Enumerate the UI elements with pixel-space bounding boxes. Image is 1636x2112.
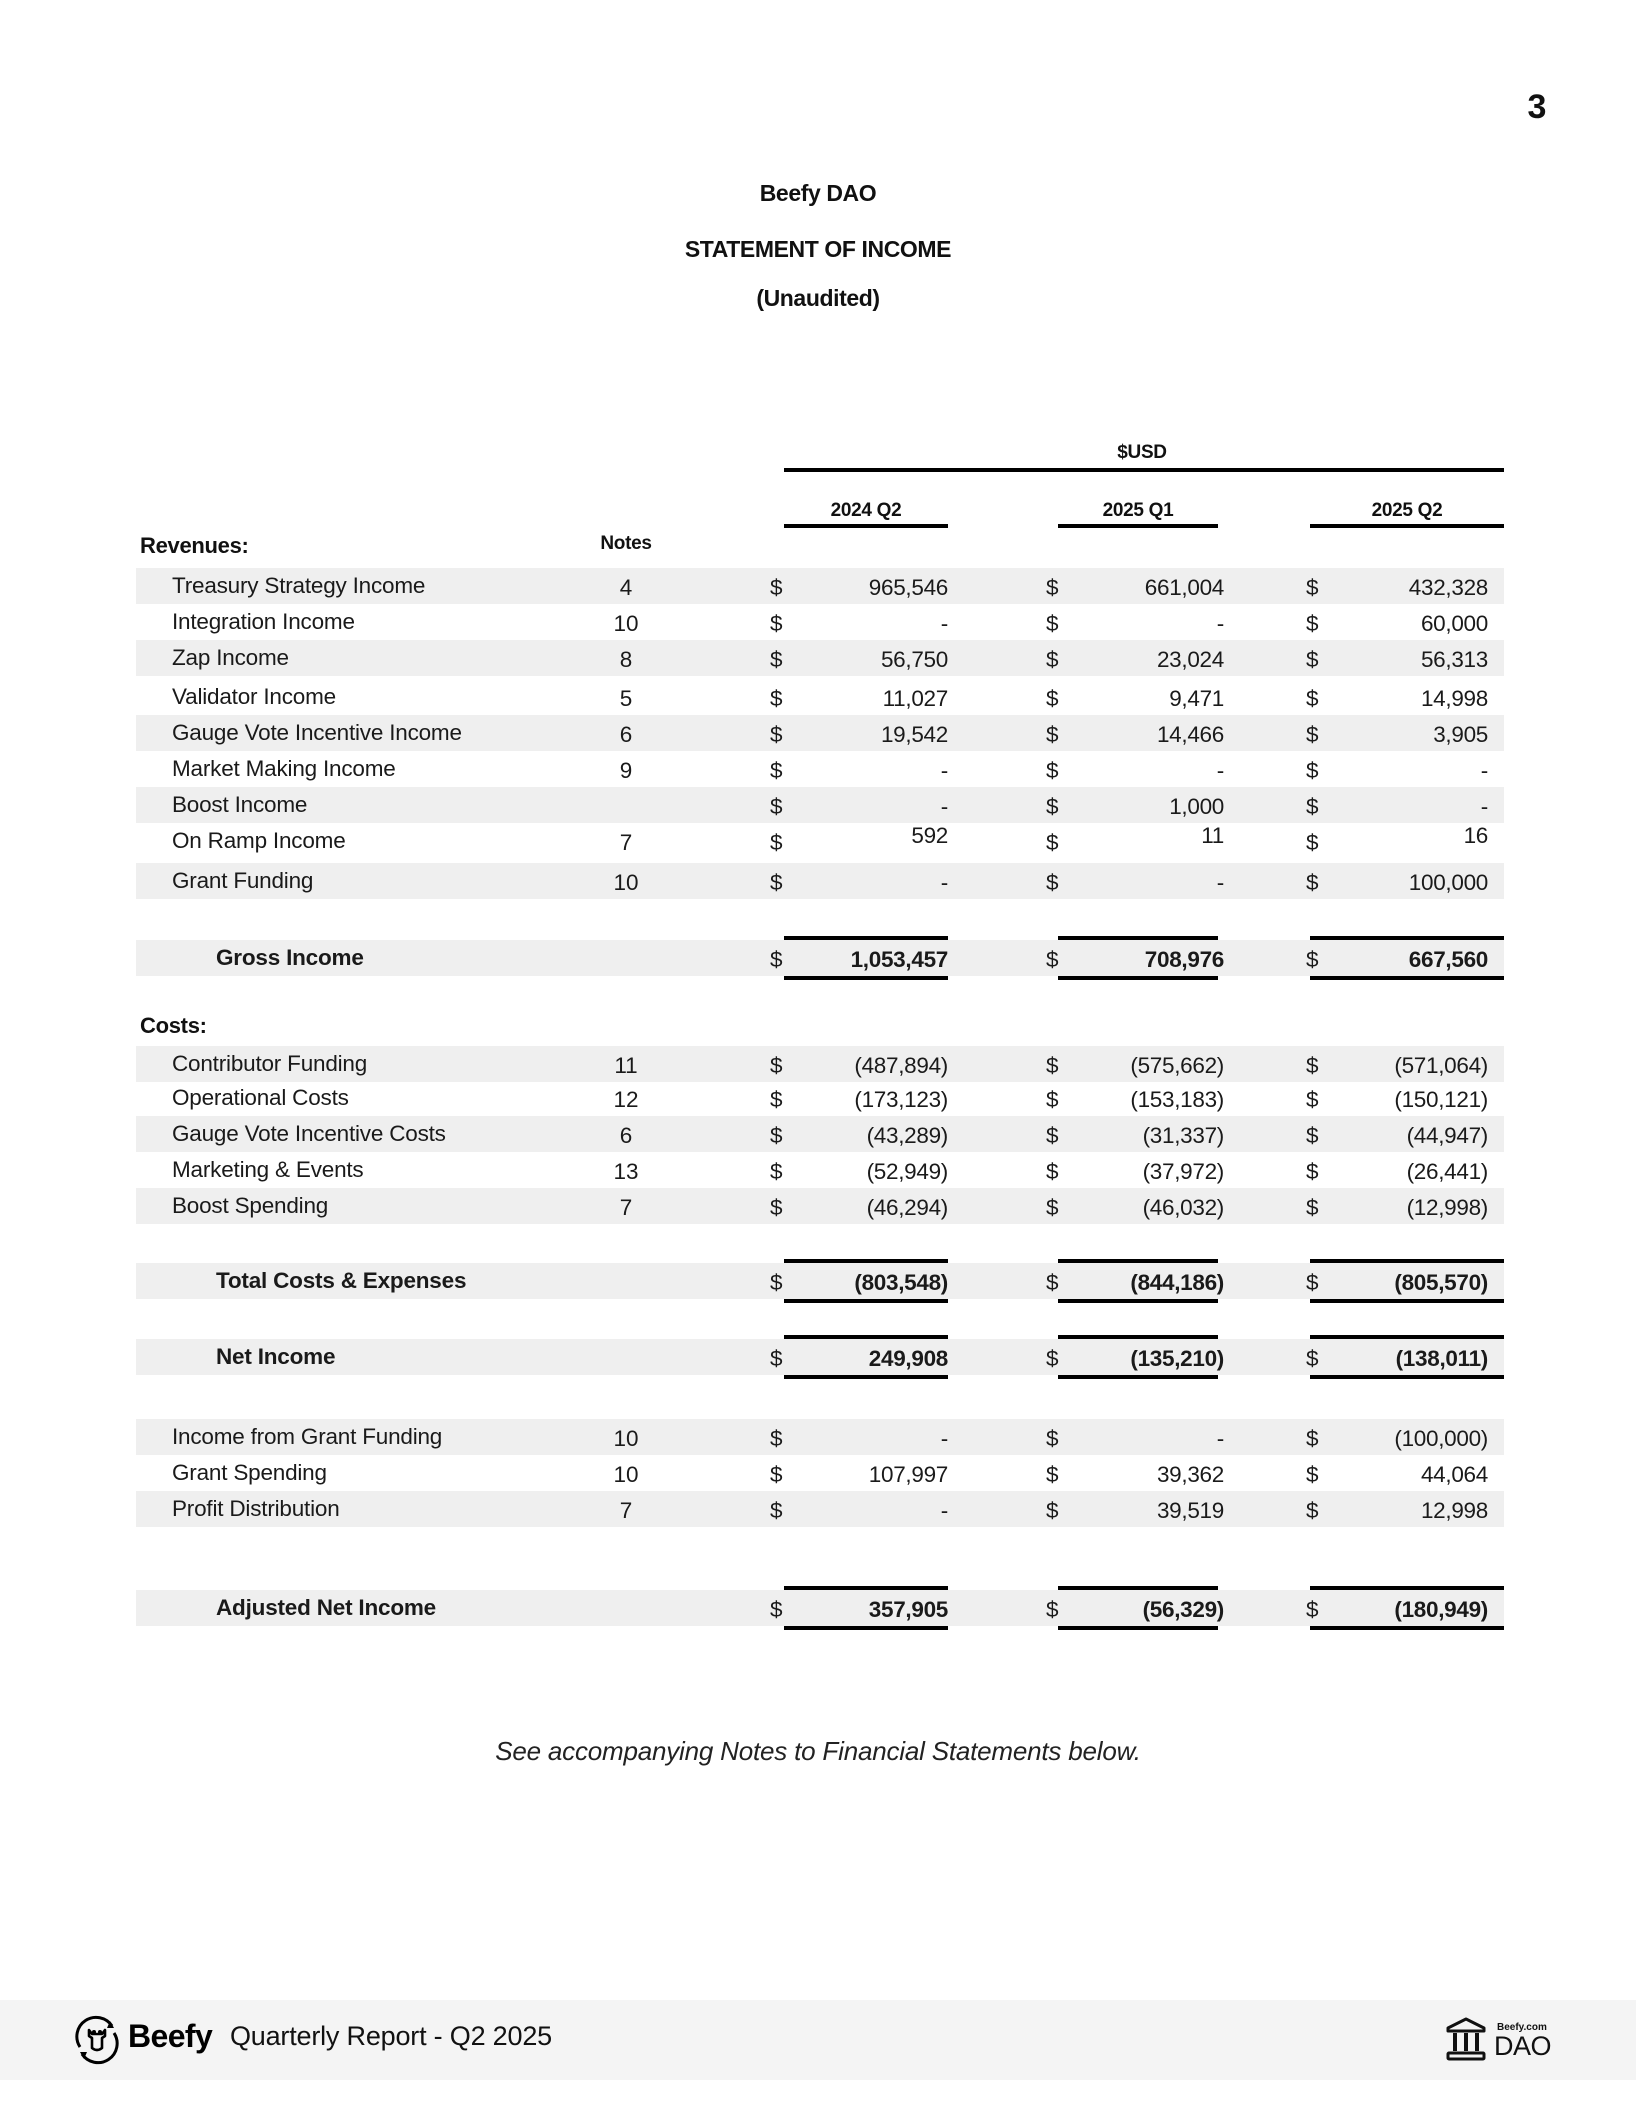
cell-value-2025-q2: - <box>1480 794 1488 819</box>
row-note-ref: 7 <box>619 1498 633 1523</box>
currency-symbol: $ <box>1046 611 1059 636</box>
currency-symbol: $ <box>1046 1053 1059 1078</box>
currency-symbol: $ <box>770 647 783 672</box>
total-bottom-rule <box>1310 1299 1504 1303</box>
currency-symbol: $ <box>770 1498 783 1523</box>
table-row-integration-income <box>136 604 1504 640</box>
cell-value-2025-q2: 3,905 <box>1433 722 1488 747</box>
cell-value-2025-q2: 56,313 <box>1420 647 1488 672</box>
currency-symbol: $ <box>1046 1346 1059 1371</box>
currency-symbol: $ <box>1046 1426 1059 1451</box>
row-note-ref: 10 <box>613 870 639 895</box>
currency-symbol: $ <box>770 947 783 972</box>
currency-symbol: $ <box>1306 611 1319 636</box>
cell-value-2024-q2: - <box>940 870 948 895</box>
row-label: Gauge Vote Incentive Income <box>172 720 462 745</box>
footer-dao-domain: Beefy.com <box>1497 2022 1547 2033</box>
currency-symbol: $ <box>1306 947 1319 972</box>
table-row-gauge-vote-incentive-income <box>136 715 1504 751</box>
currency-symbol: $ <box>1306 1123 1319 1148</box>
row-label: On Ramp Income <box>172 828 346 853</box>
row-label: Validator Income <box>172 684 336 709</box>
table-row-grant-funding <box>136 863 1504 899</box>
cell-value-2025-q2: 432,328 <box>1408 575 1488 600</box>
row-label: Integration Income <box>172 609 355 634</box>
currency-symbol: $ <box>1306 1597 1319 1622</box>
cell-value-2025-q1: 9,471 <box>1169 686 1224 711</box>
cell-value-2024-q2: 965,546 <box>868 575 948 600</box>
row-label: Grant Funding <box>172 868 314 893</box>
currency-symbol: $ <box>1306 1346 1319 1371</box>
total-top-rule <box>1058 936 1218 940</box>
cell-value-2025-q2: (100,000) <box>1394 1426 1488 1451</box>
cell-value-2024-q2: 11,027 <box>882 686 948 711</box>
currency-symbol: $ <box>1306 1426 1319 1451</box>
currency-symbol: $ <box>770 1123 783 1148</box>
total-top-rule <box>784 1335 948 1339</box>
page-footer <box>0 2000 1636 2080</box>
currency-symbol: $ <box>1046 722 1059 747</box>
cell-value-2025-q2: (150,121) <box>1394 1087 1488 1112</box>
currency-symbol: $ <box>1046 758 1059 783</box>
total-bottom-rule <box>1058 1626 1218 1630</box>
table-row-income-from-grant-funding <box>136 1419 1504 1455</box>
currency-symbol: $ <box>1046 947 1059 972</box>
row-label: Adjusted Net Income <box>216 1595 436 1620</box>
currency-symbol: $ <box>1306 1195 1319 1220</box>
costs-section-label: Costs: <box>140 1013 207 1038</box>
footnote: See accompanying Notes to Financial Statements below. <box>495 1736 1141 1766</box>
row-note-ref: 10 <box>613 1426 639 1451</box>
cell-value-2025-q2: (138,011) <box>1395 1346 1488 1371</box>
row-note-ref: 7 <box>619 1195 633 1220</box>
table-row-on-ramp-income <box>136 823 1504 859</box>
footer-dao-label: DAO <box>1494 2031 1552 2061</box>
cell-value-2024-q2: 1,053,457 <box>850 947 948 972</box>
cell-value-2024-q2: 592 <box>911 823 948 848</box>
currency-symbol: $ <box>770 1597 783 1622</box>
total-bottom-rule <box>1310 1626 1504 1630</box>
table-row-operational-costs <box>136 1080 1504 1116</box>
column-header-2025-q2: 2025 Q2 <box>1371 500 1443 521</box>
page-number: 3 <box>1527 88 1547 126</box>
cell-value-2025-q2: (44,947) <box>1406 1123 1488 1148</box>
currency-symbol: $ <box>1306 758 1319 783</box>
row-label: Boost Income <box>172 792 308 817</box>
cell-value-2025-q1: 39,362 <box>1156 1462 1224 1487</box>
currency-symbol: $ <box>770 1270 783 1295</box>
total-bottom-rule <box>1058 976 1218 980</box>
statement-title: STATEMENT OF INCOME <box>684 236 952 262</box>
currency-header-rule <box>784 468 1504 472</box>
total-top-rule <box>1058 1335 1218 1339</box>
currency-symbol: $ <box>770 1426 783 1451</box>
cell-value-2025-q2: 44,064 <box>1420 1462 1488 1487</box>
total-top-rule <box>1058 1259 1218 1263</box>
currency-symbol: $ <box>1046 575 1059 600</box>
currency-symbol: $ <box>1306 575 1319 600</box>
cell-value-2025-q2: - <box>1480 758 1488 783</box>
row-label: Marketing & Events <box>172 1157 364 1182</box>
cell-value-2024-q2: - <box>940 1498 948 1523</box>
cell-value-2025-q2: 100,000 <box>1408 870 1488 895</box>
cell-value-2025-q1: 661,004 <box>1144 575 1224 600</box>
total-top-rule <box>784 1259 948 1263</box>
total-row-total-costs-expenses <box>136 1263 1504 1299</box>
cell-value-2024-q2: (43,289) <box>866 1123 948 1148</box>
total-row-gross-income <box>136 940 1504 976</box>
currency-symbol: $ <box>1306 1053 1319 1078</box>
currency-symbol: $ <box>770 1159 783 1184</box>
cell-value-2024-q2: 56,750 <box>880 647 948 672</box>
bank-building-icon <box>1444 2016 1488 2062</box>
currency-symbol: $ <box>1046 1123 1059 1148</box>
cell-value-2025-q1: (46,032) <box>1142 1195 1224 1220</box>
currency-symbol: $ <box>770 1087 783 1112</box>
cell-value-2025-q2: 12,998 <box>1420 1498 1488 1523</box>
total-bottom-rule <box>1058 1375 1218 1379</box>
total-top-rule <box>1310 1586 1504 1590</box>
cell-value-2024-q2: 249,908 <box>868 1346 948 1371</box>
currency-symbol: $ <box>1306 1270 1319 1295</box>
currency-symbol: $ <box>1046 1270 1059 1295</box>
cell-value-2025-q1: 23,024 <box>1156 647 1224 672</box>
total-bottom-rule <box>1310 1375 1504 1379</box>
column-header-rule <box>784 524 948 528</box>
table-row-treasury-strategy-income <box>136 568 1504 604</box>
table-row-marketing-events <box>136 1152 1504 1188</box>
row-note-ref: 9 <box>619 758 633 783</box>
currency-symbol: $ <box>1306 722 1319 747</box>
row-label: Zap Income <box>172 645 289 670</box>
currency-symbol: $ <box>770 794 783 819</box>
cell-value-2024-q2: (487,894) <box>854 1053 948 1078</box>
table-row-market-making-income <box>136 751 1504 787</box>
cell-value-2024-q2: 19,542 <box>880 722 948 747</box>
currency-symbol: $ <box>1306 647 1319 672</box>
total-top-rule <box>1058 1586 1218 1590</box>
currency-symbol: $ <box>770 1053 783 1078</box>
currency-symbol: $ <box>1046 1159 1059 1184</box>
currency-symbol: $ <box>1046 830 1059 855</box>
total-bottom-rule <box>784 1375 948 1379</box>
cell-value-2024-q2: 357,905 <box>868 1597 948 1622</box>
cell-value-2025-q1: 11 <box>1201 823 1224 848</box>
cell-value-2025-q2: 60,000 <box>1420 611 1488 636</box>
cell-value-2024-q2: 107,997 <box>868 1462 948 1487</box>
cell-value-2025-q1: 14,466 <box>1156 722 1224 747</box>
currency-symbol: $ <box>1046 686 1059 711</box>
row-label: Income from Grant Funding <box>172 1424 443 1449</box>
currency-symbol: $ <box>1046 1462 1059 1487</box>
total-top-rule <box>1310 1335 1504 1339</box>
table-row-boost-spending <box>136 1188 1504 1224</box>
currency-symbol: $ <box>770 575 783 600</box>
column-header-rule <box>1310 524 1504 528</box>
row-note-ref: 10 <box>613 611 639 636</box>
currency-symbol: $ <box>1306 1462 1319 1487</box>
row-note-ref: 6 <box>619 1123 633 1148</box>
cell-value-2025-q2: (12,998) <box>1406 1195 1488 1220</box>
cell-value-2024-q2: (173,123) <box>854 1087 948 1112</box>
row-label: Contributor Funding <box>172 1051 368 1076</box>
currency-symbol: $ <box>1306 1087 1319 1112</box>
total-bottom-rule <box>784 1626 948 1630</box>
cell-value-2025-q1: - <box>1216 611 1224 636</box>
revenues-section-label: Revenues: <box>140 533 249 558</box>
row-note-ref: 10 <box>613 1462 639 1487</box>
currency-symbol: $ <box>1306 686 1319 711</box>
row-note-ref: 6 <box>619 722 633 747</box>
org-name: Beefy DAO <box>759 180 877 206</box>
table-row-gauge-vote-incentive-costs <box>136 1116 1504 1152</box>
row-label: Grant Spending <box>172 1460 327 1485</box>
cell-value-2025-q1: - <box>1216 758 1224 783</box>
table-row-boost-income <box>136 787 1504 823</box>
cell-value-2024-q2: - <box>940 1426 948 1451</box>
currency-symbol: $ <box>1046 1498 1059 1523</box>
row-note-ref: 11 <box>614 1053 638 1078</box>
cell-value-2024-q2: - <box>940 611 948 636</box>
footer-brand: Beefy <box>128 2018 213 2054</box>
row-label: Boost Spending <box>172 1193 329 1218</box>
currency-symbol: $ <box>770 611 783 636</box>
row-note-ref: 4 <box>619 575 633 600</box>
row-label: Profit Distribution <box>172 1496 340 1521</box>
total-top-rule <box>784 936 948 940</box>
row-note-ref: 7 <box>619 830 633 855</box>
currency-symbol: $ <box>1046 1597 1059 1622</box>
currency-symbol: $ <box>1046 1195 1059 1220</box>
row-label: Treasury Strategy Income <box>172 573 426 598</box>
currency-symbol: $ <box>770 870 783 895</box>
currency-symbol: $ <box>770 686 783 711</box>
cell-value-2025-q1: - <box>1216 1426 1224 1451</box>
table-row-contributor-funding <box>136 1046 1504 1082</box>
row-note-ref: 12 <box>613 1087 639 1112</box>
currency-symbol: $ <box>770 1195 783 1220</box>
cell-value-2024-q2: (803,548) <box>854 1270 948 1295</box>
currency-symbol: $ <box>770 758 783 783</box>
currency-header: $USD <box>1117 442 1167 463</box>
table-row-zap-income <box>136 640 1504 676</box>
total-row-net-income <box>136 1339 1504 1375</box>
cell-value-2025-q2: (180,949) <box>1394 1597 1488 1622</box>
row-label: Gross Income <box>216 945 364 970</box>
row-note-ref: 5 <box>619 686 633 711</box>
row-label: Operational Costs <box>172 1085 349 1110</box>
cell-value-2025-q1: (31,337) <box>1142 1123 1224 1148</box>
total-bottom-rule <box>784 1299 948 1303</box>
cell-value-2025-q2: (571,064) <box>1394 1053 1488 1078</box>
row-label: Gauge Vote Incentive Costs <box>172 1121 446 1146</box>
currency-symbol: $ <box>770 722 783 747</box>
row-note-ref: 13 <box>613 1159 639 1184</box>
statement-subtitle: (Unaudited) <box>756 285 880 311</box>
row-note-ref: 8 <box>619 647 633 672</box>
row-label: Total Costs & Expenses <box>216 1268 467 1293</box>
total-top-rule <box>784 1586 948 1590</box>
cell-value-2024-q2: - <box>940 758 948 783</box>
cell-value-2025-q1: (56,329) <box>1142 1597 1224 1622</box>
beefy-cow-logo-icon <box>72 2015 122 2065</box>
notes-column-header: Notes <box>600 533 652 554</box>
currency-symbol: $ <box>770 1346 783 1371</box>
total-top-rule <box>1310 1259 1504 1263</box>
currency-symbol: $ <box>1306 1498 1319 1523</box>
row-label: Market Making Income <box>172 756 396 781</box>
total-bottom-rule <box>1310 976 1504 980</box>
currency-symbol: $ <box>770 1462 783 1487</box>
column-header-2025-q1: 2025 Q1 <box>1102 500 1174 521</box>
cell-value-2024-q2: - <box>940 794 948 819</box>
cell-value-2025-q1: 39,519 <box>1156 1498 1224 1523</box>
cell-value-2025-q1: 708,976 <box>1144 947 1224 972</box>
cell-value-2025-q2: 667,560 <box>1408 947 1488 972</box>
cell-value-2025-q1: (135,210) <box>1130 1346 1224 1371</box>
footer-report-title: Quarterly Report - Q2 2025 <box>230 2021 552 2051</box>
currency-symbol: $ <box>1306 794 1319 819</box>
cell-value-2025-q1: (575,662) <box>1130 1053 1224 1078</box>
cell-value-2025-q2: 14,998 <box>1420 686 1488 711</box>
total-bottom-rule <box>1058 1299 1218 1303</box>
cell-value-2025-q2: (26,441) <box>1406 1159 1488 1184</box>
cell-value-2024-q2: (52,949) <box>866 1159 948 1184</box>
row-label: Net Income <box>216 1344 336 1369</box>
cell-value-2025-q2: (805,570) <box>1394 1270 1488 1295</box>
cell-value-2025-q1: 1,000 <box>1169 794 1224 819</box>
column-header-rule <box>1058 524 1218 528</box>
table-row-profit-distribution <box>136 1491 1504 1527</box>
total-row-adjusted-net-income <box>136 1590 1504 1626</box>
currency-symbol: $ <box>1306 1159 1319 1184</box>
currency-symbol: $ <box>770 830 783 855</box>
total-top-rule <box>1310 936 1504 940</box>
cell-value-2025-q1: (153,183) <box>1130 1087 1224 1112</box>
cell-value-2025-q1: - <box>1216 870 1224 895</box>
table-row-validator-income <box>136 679 1504 715</box>
currency-symbol: $ <box>1046 794 1059 819</box>
cell-value-2025-q1: (37,972) <box>1142 1159 1224 1184</box>
cell-value-2025-q1: (844,186) <box>1130 1270 1224 1295</box>
column-header-2024-q2: 2024 Q2 <box>830 500 902 521</box>
currency-symbol: $ <box>1046 647 1059 672</box>
currency-symbol: $ <box>1306 870 1319 895</box>
total-bottom-rule <box>784 976 948 980</box>
currency-symbol: $ <box>1046 1087 1059 1112</box>
currency-symbol: $ <box>1046 870 1059 895</box>
cell-value-2025-q2: 16 <box>1463 823 1488 848</box>
cell-value-2024-q2: (46,294) <box>866 1195 948 1220</box>
currency-symbol: $ <box>1306 830 1319 855</box>
table-row-grant-spending <box>136 1455 1504 1491</box>
